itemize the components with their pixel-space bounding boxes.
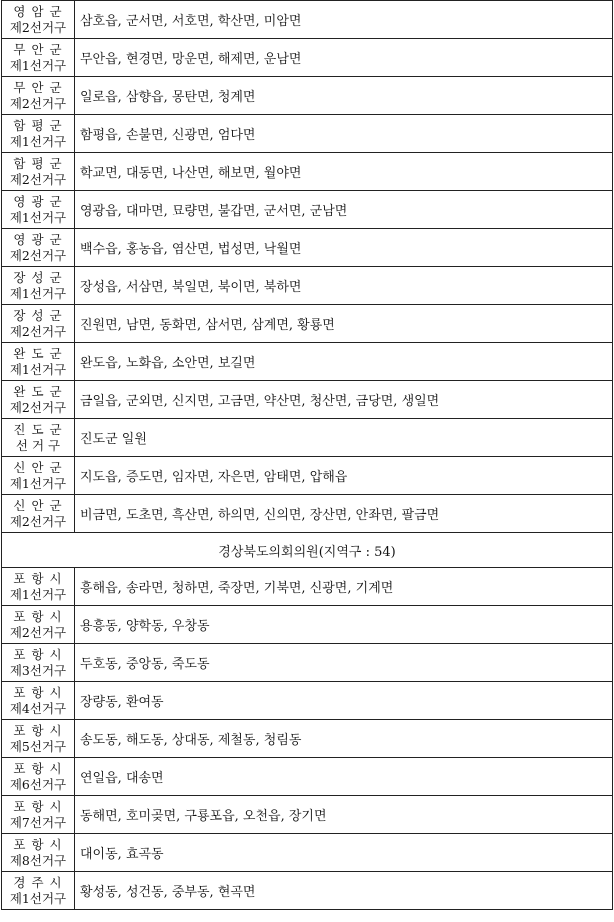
district-name-cell	[2, 419, 75, 457]
district-areas-cell: 두호동, 중앙동, 죽도동	[75, 644, 613, 682]
table-row	[2, 796, 613, 834]
district-number: 제2선거구	[9, 323, 67, 339]
table-row	[2, 682, 613, 720]
district-name-cell	[2, 644, 75, 682]
district-region: 신 안 군	[13, 459, 63, 475]
district-areas-cell: 동해면, 호미곶면, 구룡포읍, 오천읍, 장기면	[75, 796, 613, 834]
district-number: 제1선거구	[9, 285, 67, 301]
district-number: 제8선거구	[9, 852, 67, 868]
table-row	[2, 606, 613, 644]
table-row	[2, 834, 613, 872]
district-number: 제1선거구	[9, 133, 67, 149]
table-row	[2, 39, 613, 77]
district-number: 제2선거구	[9, 624, 67, 640]
district-areas-cell: 일로읍, 삼향읍, 몽탄면, 청계면	[75, 77, 613, 115]
district-name-cell	[2, 305, 75, 343]
district-region: 무 안 군	[13, 41, 63, 57]
district-areas-cell: 백수읍, 홍농읍, 염산면, 법성면, 낙월면	[75, 229, 613, 267]
district-number: 제2선거구	[9, 399, 67, 415]
table-row	[2, 267, 613, 305]
district-name-cell	[2, 343, 75, 381]
table-body	[2, 1, 613, 910]
district-region: 진 도 군	[13, 421, 63, 437]
district-name-cell	[2, 267, 75, 305]
district-number: 제1선거구	[9, 209, 67, 225]
district-areas-cell: 흥해읍, 송라면, 청하면, 죽장면, 기북면, 신광면, 기계면	[75, 568, 613, 606]
district-name-cell	[2, 39, 75, 77]
table-row	[2, 191, 613, 229]
district-areas-cell: 송도동, 해도동, 상대동, 제철동, 청림동	[75, 720, 613, 758]
district-number: 제2선거구	[9, 19, 67, 35]
district-region: 포 항 시	[13, 608, 63, 624]
table-row	[2, 457, 613, 495]
district-name-cell	[2, 872, 75, 910]
district-areas-cell: 용흥동, 양학동, 우창동	[75, 606, 613, 644]
district-region: 완 도 군	[13, 345, 63, 361]
district-name-cell	[2, 77, 75, 115]
district-region: 영 광 군	[13, 231, 63, 247]
district-name-cell	[2, 834, 75, 872]
district-region: 포 항 시	[13, 760, 63, 776]
district-areas-cell: 지도읍, 증도면, 임자면, 자은면, 암태면, 압해읍	[75, 457, 613, 495]
district-region: 함 평 군	[13, 117, 63, 133]
table-row	[2, 77, 613, 115]
district-number: 제6선거구	[9, 776, 67, 792]
district-region: 포 항 시	[13, 684, 63, 700]
district-number: 제1선거구	[9, 890, 67, 906]
table-row	[2, 419, 613, 457]
district-name-cell	[2, 381, 75, 419]
table-row	[2, 153, 613, 191]
section-heading-row	[2, 533, 613, 568]
district-number: 제5선거구	[9, 738, 67, 754]
district-name-cell	[2, 115, 75, 153]
district-name-cell	[2, 229, 75, 267]
district-name-cell	[2, 720, 75, 758]
table-row	[2, 495, 613, 533]
district-name-cell	[2, 191, 75, 229]
district-number: 제7선거구	[9, 814, 67, 830]
district-region: 영 암 군	[13, 3, 63, 19]
table-row	[2, 644, 613, 682]
district-areas-cell: 대이동, 효곡동	[75, 834, 613, 872]
district-region: 영 광 군	[13, 193, 63, 209]
district-areas-cell: 장성읍, 서삼면, 북일면, 북이면, 북하면	[75, 267, 613, 305]
district-number: 제1선거구	[9, 361, 67, 377]
table-row	[2, 229, 613, 267]
district-region: 무 안 군	[13, 79, 63, 95]
table-row	[2, 305, 613, 343]
district-areas-cell: 완도읍, 노화읍, 소안면, 보길면	[75, 343, 613, 381]
district-name-cell	[2, 495, 75, 533]
district-number: 선 거 구	[15, 437, 61, 453]
district-region: 장 성 군	[13, 269, 63, 285]
district-number: 제2선거구	[9, 171, 67, 187]
district-number: 제2선거구	[9, 95, 67, 111]
district-region: 포 항 시	[13, 570, 63, 586]
table-row	[2, 1, 613, 39]
district-number: 제2선거구	[9, 247, 67, 263]
section-heading: 경상북도의회의원(지역구 : 54)	[2, 533, 613, 568]
district-number: 제3선거구	[9, 662, 67, 678]
district-region: 경 주 시	[13, 874, 63, 890]
table-row	[2, 115, 613, 153]
district-name-cell	[2, 796, 75, 834]
district-areas-cell: 연일읍, 대송면	[75, 758, 613, 796]
district-name-cell	[2, 682, 75, 720]
district-number: 제1선거구	[9, 57, 67, 73]
district-areas-cell: 삼호읍, 군서면, 서호면, 학산면, 미암면	[75, 1, 613, 39]
district-areas-cell: 학교면, 대동면, 나산면, 해보면, 월야면	[75, 153, 613, 191]
table-row	[2, 381, 613, 419]
district-region: 신 안 군	[13, 497, 63, 513]
district-region: 장 성 군	[13, 307, 63, 323]
table-row	[2, 872, 613, 910]
district-number: 제1선거구	[9, 586, 67, 602]
district-region: 완 도 군	[13, 383, 63, 399]
district-name-cell	[2, 153, 75, 191]
district-areas-cell: 함평읍, 손불면, 신광면, 엄다면	[75, 115, 613, 153]
district-areas-cell: 비금면, 도초면, 흑산면, 하의면, 신의면, 장산면, 안좌면, 팔금면	[75, 495, 613, 533]
table-row	[2, 568, 613, 606]
district-region: 포 항 시	[13, 798, 63, 814]
table-row	[2, 720, 613, 758]
electoral-district-table	[1, 0, 613, 910]
district-areas-cell: 무안읍, 현경면, 망운면, 해제면, 운남면	[75, 39, 613, 77]
district-areas-cell: 금일읍, 군외면, 신지면, 고금면, 약산면, 청산면, 금당면, 생일면	[75, 381, 613, 419]
district-name-cell	[2, 606, 75, 644]
table-row	[2, 758, 613, 796]
district-number: 제4선거구	[9, 700, 67, 716]
district-areas-cell: 장량동, 환여동	[75, 682, 613, 720]
district-areas-cell: 황성동, 성건동, 중부동, 현곡면	[75, 872, 613, 910]
table-row	[2, 343, 613, 381]
district-name-cell	[2, 758, 75, 796]
district-name-cell	[2, 457, 75, 495]
district-name-cell	[2, 568, 75, 606]
district-areas-cell: 진도군 일원	[75, 419, 613, 457]
district-areas-cell: 영광읍, 대마면, 묘량면, 불갑면, 군서면, 군남면	[75, 191, 613, 229]
district-region: 함 평 군	[13, 155, 63, 171]
district-areas-cell: 진원면, 남면, 동화면, 삼서면, 삼계면, 황룡면	[75, 305, 613, 343]
district-name-cell	[2, 1, 75, 39]
district-region: 포 항 시	[13, 646, 63, 662]
district-region: 포 항 시	[13, 836, 63, 852]
district-region: 포 항 시	[13, 722, 63, 738]
district-number: 제1선거구	[9, 475, 67, 491]
district-number: 제2선거구	[9, 513, 67, 529]
